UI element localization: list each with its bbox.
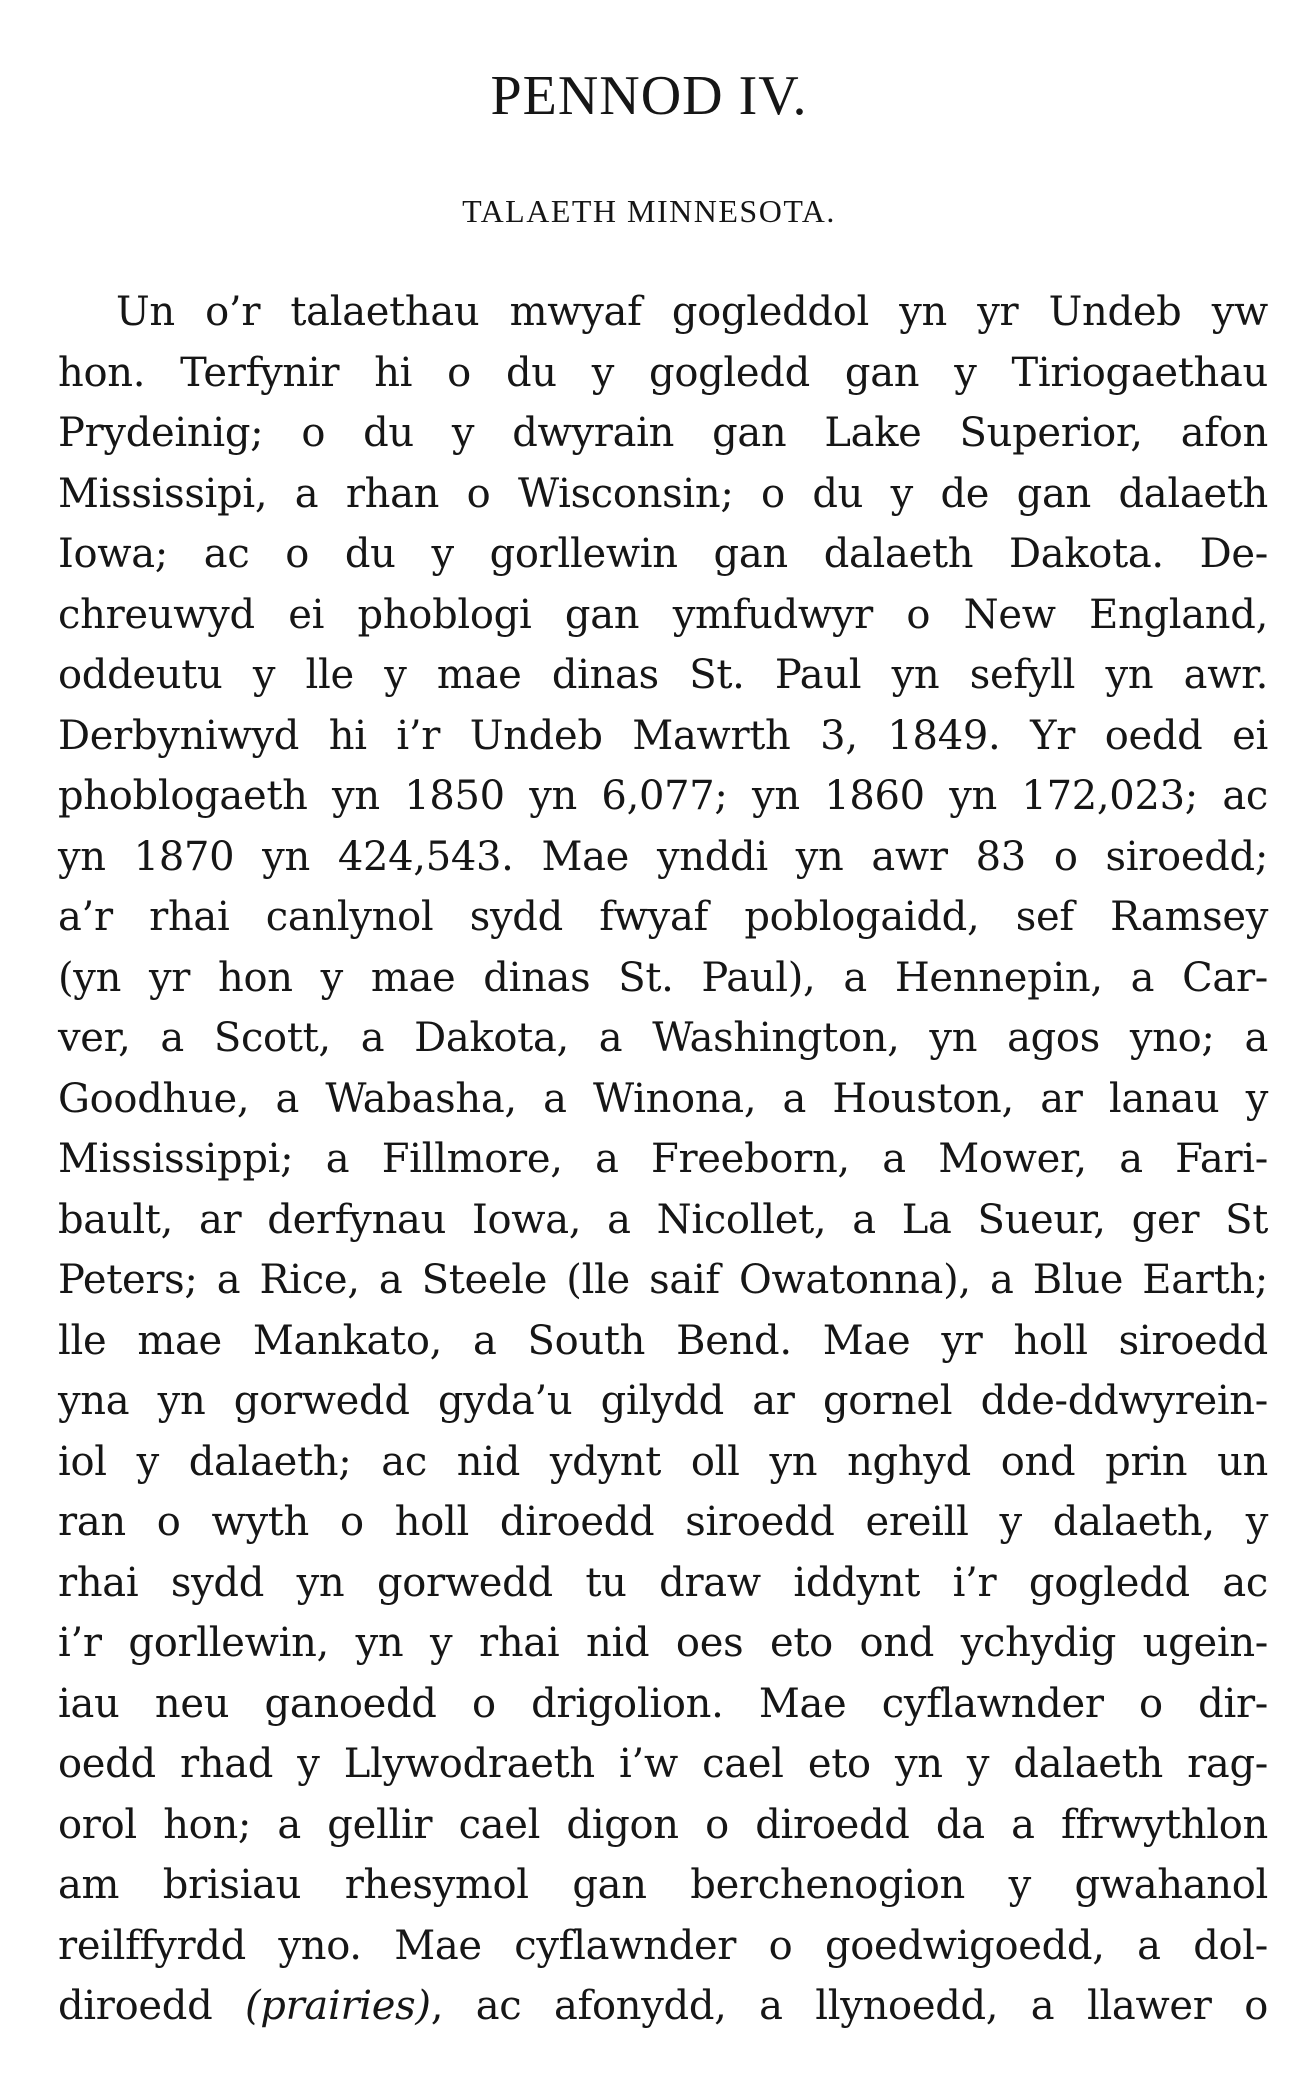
text-line: reilffyrdd yno. Mae cyflawnder o goedwigoedd, a dol-	[58, 1922, 1268, 1969]
text-line: ver, a Scott, a Dakota, a Washington, yn agos yno; a	[58, 1015, 1268, 1061]
text-line: oddeutu y lle y mae dinas St. Paul yn sefyll yn awr.	[58, 652, 1268, 698]
text-line: rhai sydd yn gorwedd tu draw iddynt i’r gogledd ac	[58, 1559, 1268, 1606]
text-line: orol hon; a gellir cael digon o diroedd da a ffrwythlon	[58, 1801, 1268, 1848]
text-line: bault, ar derfynau Iowa, a Nicollet, a La Sueur, ger St	[58, 1196, 1268, 1243]
text-line: iol y dalaeth; ac nid ydynt oll yn nghyd ond prin un	[58, 1438, 1268, 1485]
chapter-title: PENNOD IV.	[490, 65, 808, 127]
text-line: am brisiau rhesymol gan berchenogion y gwahanol	[58, 1862, 1268, 1908]
text-line-last	[58, 1976, 1268, 2037]
text-line: yn 1870 yn 424,543. Mae ynddi yn awr 83 o siroedd;	[58, 833, 1268, 880]
text-line: a’r rhai canlynol sydd fwyaf poblogaidd, sef Ramsey	[58, 894, 1268, 940]
text-line: Prydeinig; o du y dwyrain gan Lake Superior, afon	[58, 410, 1268, 456]
text-line: Mississipi, a rhan o Wisconsin; o du y de gan dalaeth	[58, 470, 1268, 517]
text-line: Goodhue, a Wabasha, a Winona, a Houston, ar lanau y	[58, 1075, 1268, 1122]
body-text	[58, 282, 1268, 2037]
italic-term: (prairies)	[244, 1983, 431, 2029]
text-line: lle mae Mankato, a South Bend. Mae yr holl siroedd	[58, 1317, 1268, 1364]
text-line: Iowa; ac o du y gorllewin gan dalaeth Dakota. De-	[58, 531, 1268, 577]
text-line: Derbyniwyd hi i’r Undeb Mawrth 3, 1849. Yr oedd ei	[58, 712, 1268, 759]
text-line: hon. Terfynir hi o du y gogledd gan y Tiriogaethau	[58, 349, 1268, 396]
text-line: (yn yr hon y mae dinas St. Paul), a Hennepin, a Car-	[58, 954, 1268, 1001]
text-line: Mississippi; a Fillmore, a Freeborn, a Mower, a Fari-	[58, 1136, 1268, 1182]
text-line: ran o wyth o holl diroedd siroedd ereill y dalaeth, y	[58, 1499, 1268, 1545]
text-line: oedd rhad y Llywodraeth i’w cael eto yn y dalaeth rag-	[58, 1741, 1268, 1787]
text-line: chreuwyd ei phoblogi gan ymfudwyr o New England,	[58, 591, 1268, 638]
section-title: TALAETH MINNESOTA.	[462, 193, 836, 229]
text-line: iau neu ganoedd o drigolion. Mae cyflawnder o dir-	[58, 1680, 1268, 1727]
text-segment: , ac afonydd, a llynoedd, a llawer o	[430, 1983, 1268, 2029]
text-segment: diroedd	[58, 1983, 245, 2029]
text-line: i’r gorllewin, yn y rhai nid oes eto ond ychydig ugein-	[58, 1620, 1268, 1666]
text-line: yna yn gorwedd gyda’u gilydd ar gornel dde-ddwyrein-	[58, 1378, 1268, 1424]
text-line: Un o’r talaethau mwyaf gogleddol yn yr Undeb yw	[116, 289, 1268, 335]
text-line: Peters; a Rice, a Steele (lle saif Owatonna), a Blue Earth;	[58, 1257, 1268, 1303]
text-line: phoblogaeth yn 1850 yn 6,077; yn 1860 yn 172,023; ac	[58, 773, 1268, 819]
